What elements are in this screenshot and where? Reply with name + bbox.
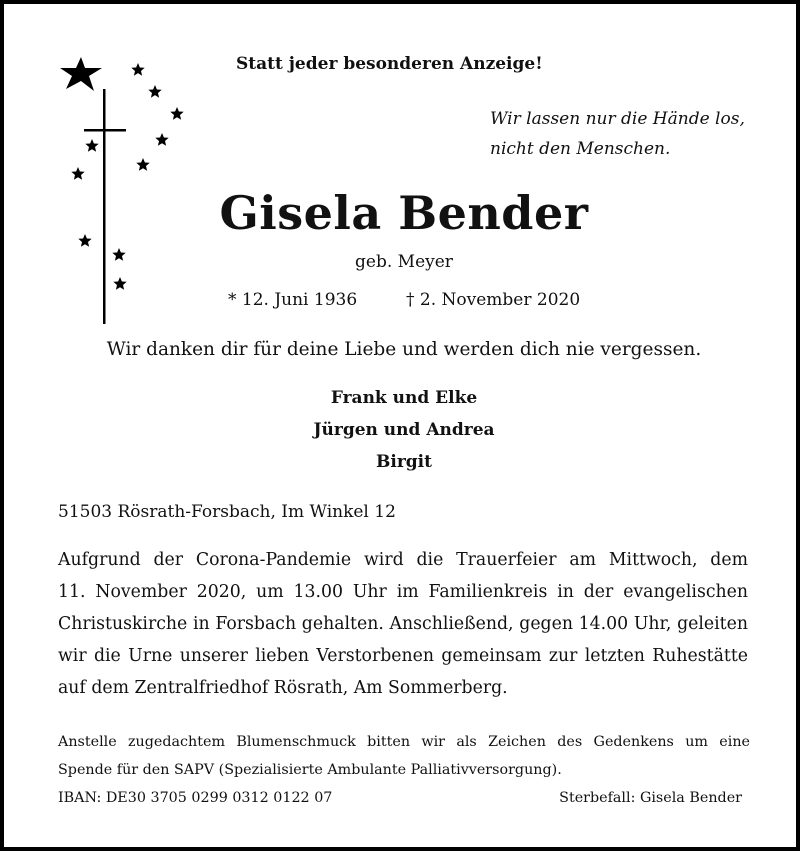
small-star-icon — [85, 139, 98, 152]
family-name: Birgit — [376, 452, 432, 472]
death-date: † 2. November 2020 — [406, 290, 581, 310]
small-star-icon — [131, 63, 144, 76]
thanks-line: Wir danken dir für deine Liebe und werden dich nie vergessen. — [106, 339, 702, 360]
small-star-icon — [113, 277, 126, 290]
small-star-icon — [136, 158, 149, 171]
family-names — [4, 382, 800, 478]
deceased-name: Gisela Bender — [219, 186, 589, 240]
motto — [490, 104, 745, 164]
address: 51503 Rösrath-Forsbach, Im Winkel 12 — [58, 502, 396, 522]
small-star-icon — [148, 85, 161, 98]
funeral-line: auf dem Zentralfriedhof Rösrath, Am Sommerberg. — [58, 678, 508, 698]
funeral-line: Christuskirche in Forsbach gehalten. Anschließend, gegen 14.00 Uhr, geleiten — [58, 614, 748, 634]
case-note: Sterbefall: Gisela Bender — [559, 790, 742, 806]
small-star-icon — [71, 167, 84, 180]
donation-line: Anstelle zugedachtem Blumenschmuck bitten wir als Zeichen des Gedenkens um eine — [58, 734, 750, 750]
headline: Statt jeder besonderen Anzeige! — [236, 54, 543, 74]
donation-line: Spende für den SAPV (Spezialisierte Ambulante Palliativversorgung). — [58, 762, 562, 778]
family-name: Jürgen und Andrea — [313, 420, 495, 440]
small-star-icon — [155, 133, 168, 146]
funeral-line: 11. November 2020, um 13.00 Uhr im Familienkreis in der evangelischen — [58, 582, 748, 602]
donation-request — [58, 728, 750, 784]
family-name: Frank und Elke — [330, 388, 478, 408]
iban: IBAN: DE30 3705 0299 0312 0122 07 — [58, 790, 333, 806]
small-star-icon — [170, 107, 183, 120]
funeral-line: Aufgrund der Corona-Pandemie wird die Trauerfeier am Mittwoch, dem — [58, 550, 748, 570]
funeral-line: wir die Urne unserer lieben Verstorbenen gemeinsam zur letzten Ruhestätte — [58, 646, 748, 666]
maiden-name: geb. Meyer — [355, 252, 453, 272]
motto-line: nicht den Menschen. — [490, 139, 671, 159]
funeral-info — [58, 544, 748, 704]
motto-line: Wir lassen nur die Hände los, — [490, 109, 745, 129]
large-star-icon — [60, 57, 102, 91]
birth-date: * 12. Juni 1936 — [228, 290, 358, 310]
